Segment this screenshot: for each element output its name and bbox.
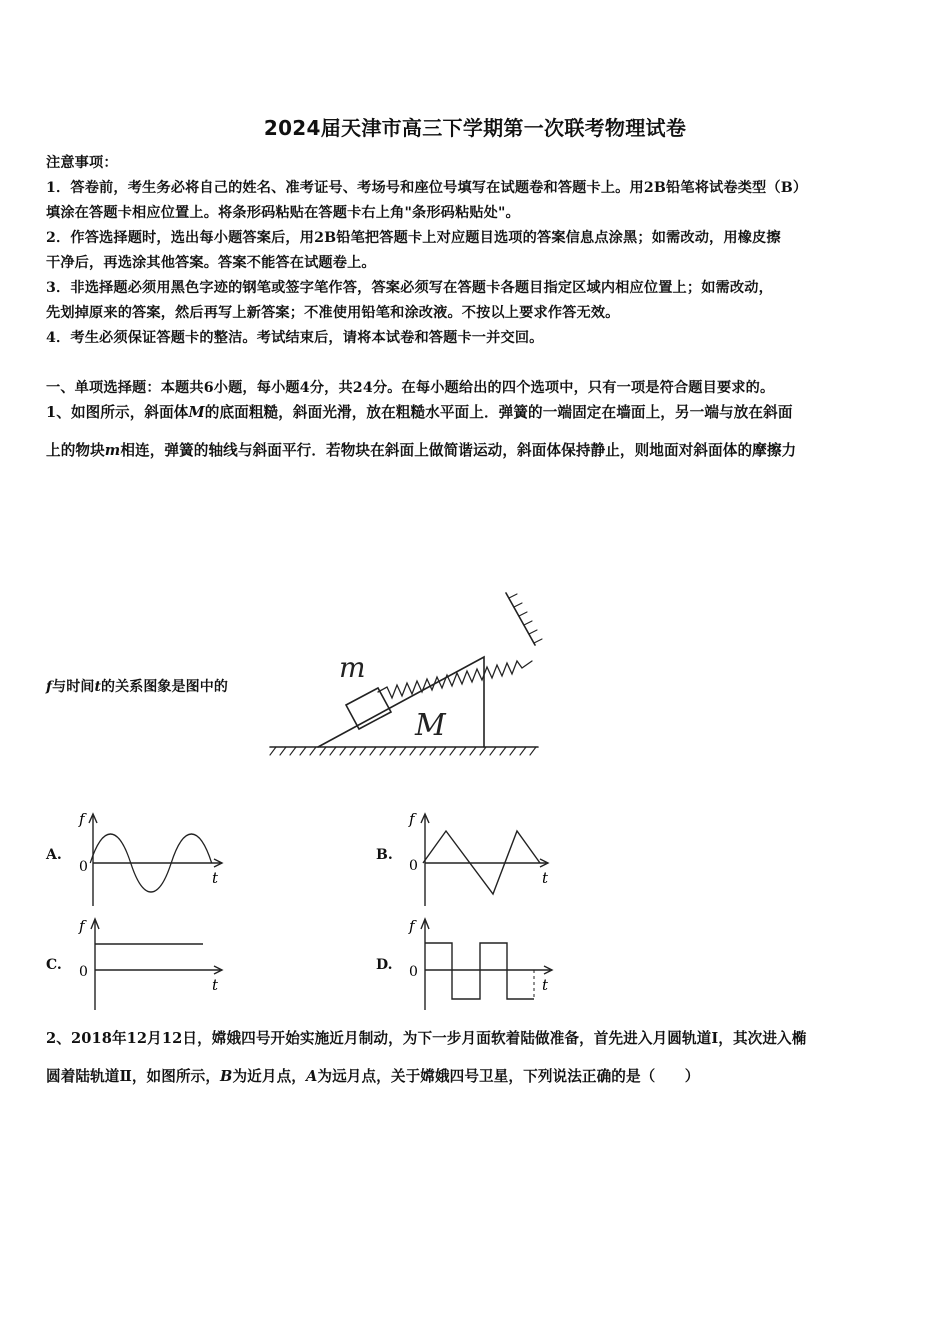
page-title: 2024届天津市高三下学期第一次联考物理试卷 <box>263 116 687 140</box>
notice-line-4: 干净后，再选涂其他答案。答案不能答在试题卷上。 <box>46 255 376 271</box>
origin-label: 0 <box>409 964 418 980</box>
spring <box>378 661 532 698</box>
axis-x-label: t <box>212 976 219 994</box>
axis-y-label: f <box>79 917 85 935</box>
origin-label: 0 <box>79 964 88 980</box>
axis-y-label: f <box>79 810 85 828</box>
notice-heading: 注意事项： <box>46 155 118 171</box>
origin-label: 0 <box>409 858 418 874</box>
axis-x-label: t <box>542 976 549 994</box>
wedge-label: M <box>415 708 446 743</box>
block <box>346 688 391 729</box>
section-heading: 一、单项选择题：本题共6小题，每小题4分，共24分。在每小题给出的四个选项中，只有一项是符合题目要求的。 <box>46 380 775 396</box>
axis-x-label: t <box>542 869 549 887</box>
notice-line-7: 4．考生必须保证答题卡的整洁。考试结束后，请将本试卷和答题卡一并交回。 <box>46 330 544 346</box>
q1-line-2: 上的物块m相连，弹簧的轴线与斜面平行．若物块在斜面上做简谐运动，斜面体保持静止，则地面对斜面体的摩擦力 <box>46 442 797 459</box>
ground-hatching <box>270 747 536 755</box>
option-c-label[interactable]: C. <box>46 957 62 973</box>
option-b-graph[interactable] <box>400 806 560 910</box>
notice-line-2: 填涂在答题卡相应位置上。将条形码粘贴在答题卡右上角"条形码粘贴处"。 <box>46 205 520 221</box>
q1-line-1: 1、如图所示，斜面体M的底面粗糙，斜面光滑，放在粗糙水平面上．弹簧的一端固定在墙面上，另一端与放在斜面 <box>46 404 793 421</box>
option-b-label[interactable]: B. <box>376 847 393 863</box>
axis-y-label: f <box>409 917 415 935</box>
wall-line <box>506 593 535 645</box>
option-d-label[interactable]: D. <box>376 957 393 973</box>
origin-label: 0 <box>79 859 88 875</box>
wall-hatching <box>509 594 542 643</box>
notice-line-5: 3．非选择题必须用黑色字迹的钢笔或签字笔作答，答案必须写在答题卡各题目指定区域内相应位置上；如需改动， <box>46 280 773 296</box>
option-d-graph[interactable] <box>400 913 560 1015</box>
notice-line-6: 先划掉原来的答案，然后再写上新答案；不准使用铅笔和涂改液。不按以上要求作答无效。 <box>46 305 620 321</box>
option-a-graph[interactable] <box>70 806 240 910</box>
option-c-graph[interactable] <box>70 913 240 1015</box>
square-wave-dashes <box>452 943 534 999</box>
option-a-label[interactable]: A. <box>46 847 62 863</box>
q1-line-3: f与时间t的关系图象是图中的 <box>46 679 228 695</box>
block-label: m <box>339 651 366 684</box>
q2-line-1: 2、2018年12月12日，嫦娥四号开始实施近月制动，为下一步月面软着陆做准备，首先进入月圆轨道Ⅰ，其次进入椭 <box>46 1030 807 1047</box>
axis-y-label: f <box>409 810 415 828</box>
incline-spring-diagram <box>266 575 556 765</box>
notice-line-3: 2．作答选择题时，选出每小题答案后，用2B铅笔把答题卡上对应题目选项的答案信息点涂黑；如需改动，用橡皮擦 <box>46 230 781 246</box>
axis-x-label: t <box>212 869 219 887</box>
notice-line-1: 1．答卷前，考生务必将自己的姓名、准考证号、考场号和座位号填写在试题卷和答题卡上。用2B铅笔将试卷类型（B） <box>46 180 808 196</box>
q2-line-2: 圆着陆轨道Ⅱ，如图所示，B为近月点，A为远月点，关于嫦娥四号卫星，下列说法正确的是（ ） <box>46 1068 700 1085</box>
